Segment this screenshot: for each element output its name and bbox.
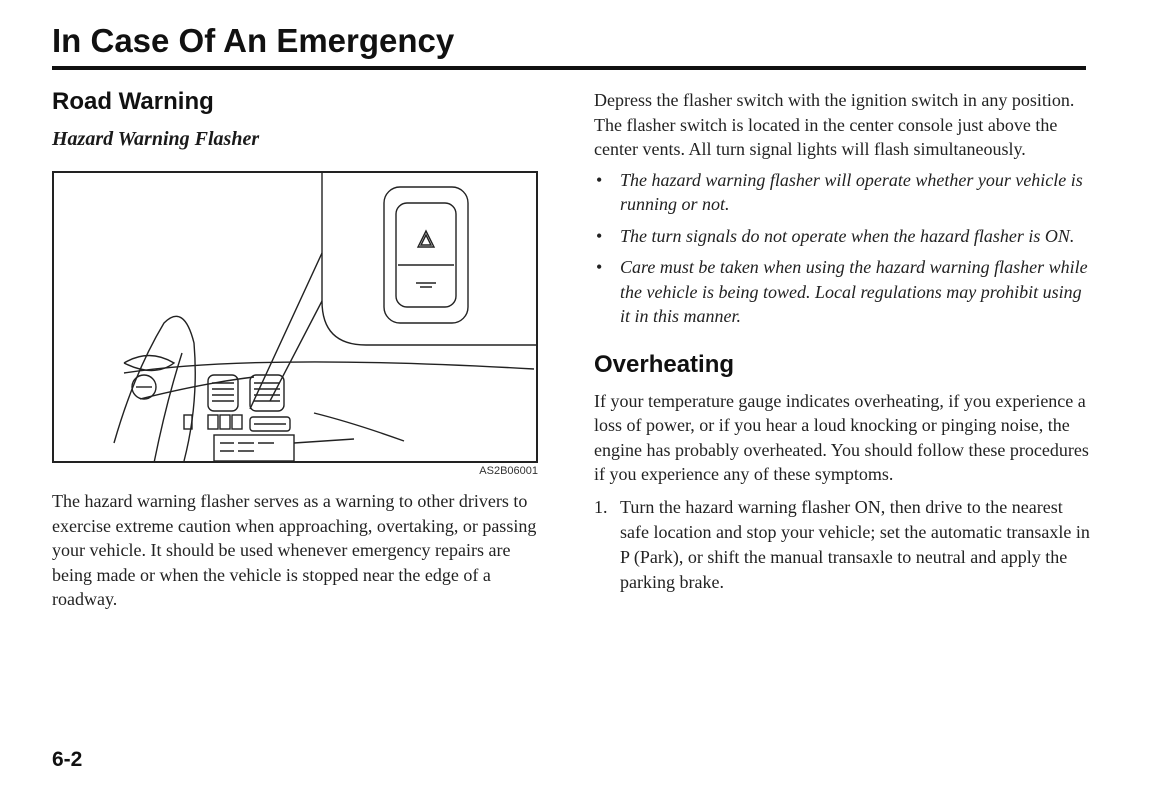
subheading-hazard-warning-flasher: Hazard Warning Flasher	[52, 128, 260, 150]
bullet-icon: •	[596, 257, 603, 277]
flasher-switch-paragraph: Depress the flasher switch with the ignition switch in any position. The flasher switch is located in the center console just above the center vents. All turn signal lights will flash simultaneously.	[594, 90, 1075, 159]
section-heading-road-warning: Road Warning	[52, 88, 214, 115]
right-column	[594, 88, 1094, 595]
overheating-steps	[594, 495, 1094, 595]
bullet-icon: •	[596, 169, 603, 190]
right-vent	[250, 375, 284, 411]
callout-pointer	[250, 253, 322, 409]
hazard-flasher-illustration	[52, 171, 538, 463]
list-item: • Care must be taken when using the hazard warning flasher while the vehicle is being towed. Local regulations may prohibit using it in this manner.	[596, 257, 1088, 326]
dashboard-drawing	[54, 173, 536, 461]
title-rule	[52, 66, 1086, 70]
hazard-notes-list	[594, 168, 1094, 329]
hazard-flasher-paragraph: The hazard warning flasher serves as a warning to other drivers to exercise extreme caution when approaching, overtaking, or passing your vehicle. It should be used whenever emergency repairs are being made or when the vehicle is stopped near the edge of a roadway.	[52, 491, 537, 609]
list-item: • The hazard warning flasher will operate whether your vehicle is running or not.	[596, 169, 1083, 214]
radio-unit	[214, 435, 294, 461]
bullet-icon: •	[596, 225, 603, 246]
callout-panel-outline	[322, 173, 536, 345]
page-number: 6-2	[52, 748, 83, 771]
dashboard-edge	[124, 362, 534, 373]
list-item: • The turn signals do not operate when the hazard flasher is ON.	[594, 224, 1094, 249]
step-text: Turn the hazard warning flasher ON, then drive to the nearest safe location and stop your vehicle; set the automatic transaxle in P (Park), or shift the manual transaxle to neutral and apply the parking brake.	[620, 496, 1090, 592]
section-heading-overheating: Overheating	[594, 350, 735, 378]
step-item	[594, 495, 1094, 595]
page-title: In Case Of An Emergency	[52, 22, 455, 59]
figure-code: AS2B06001	[479, 465, 538, 477]
overheating-paragraph: If your temperature gauge indicates overheating, if you experience a loss of power, or if you hear a loud knocking or pinging noise, the engine has probably overheated. You should follow these procedures if you experience any of these symptoms.	[594, 390, 1089, 484]
left-column	[52, 88, 544, 612]
hazard-switch-button	[396, 203, 456, 307]
step-number: 1.	[594, 496, 608, 517]
